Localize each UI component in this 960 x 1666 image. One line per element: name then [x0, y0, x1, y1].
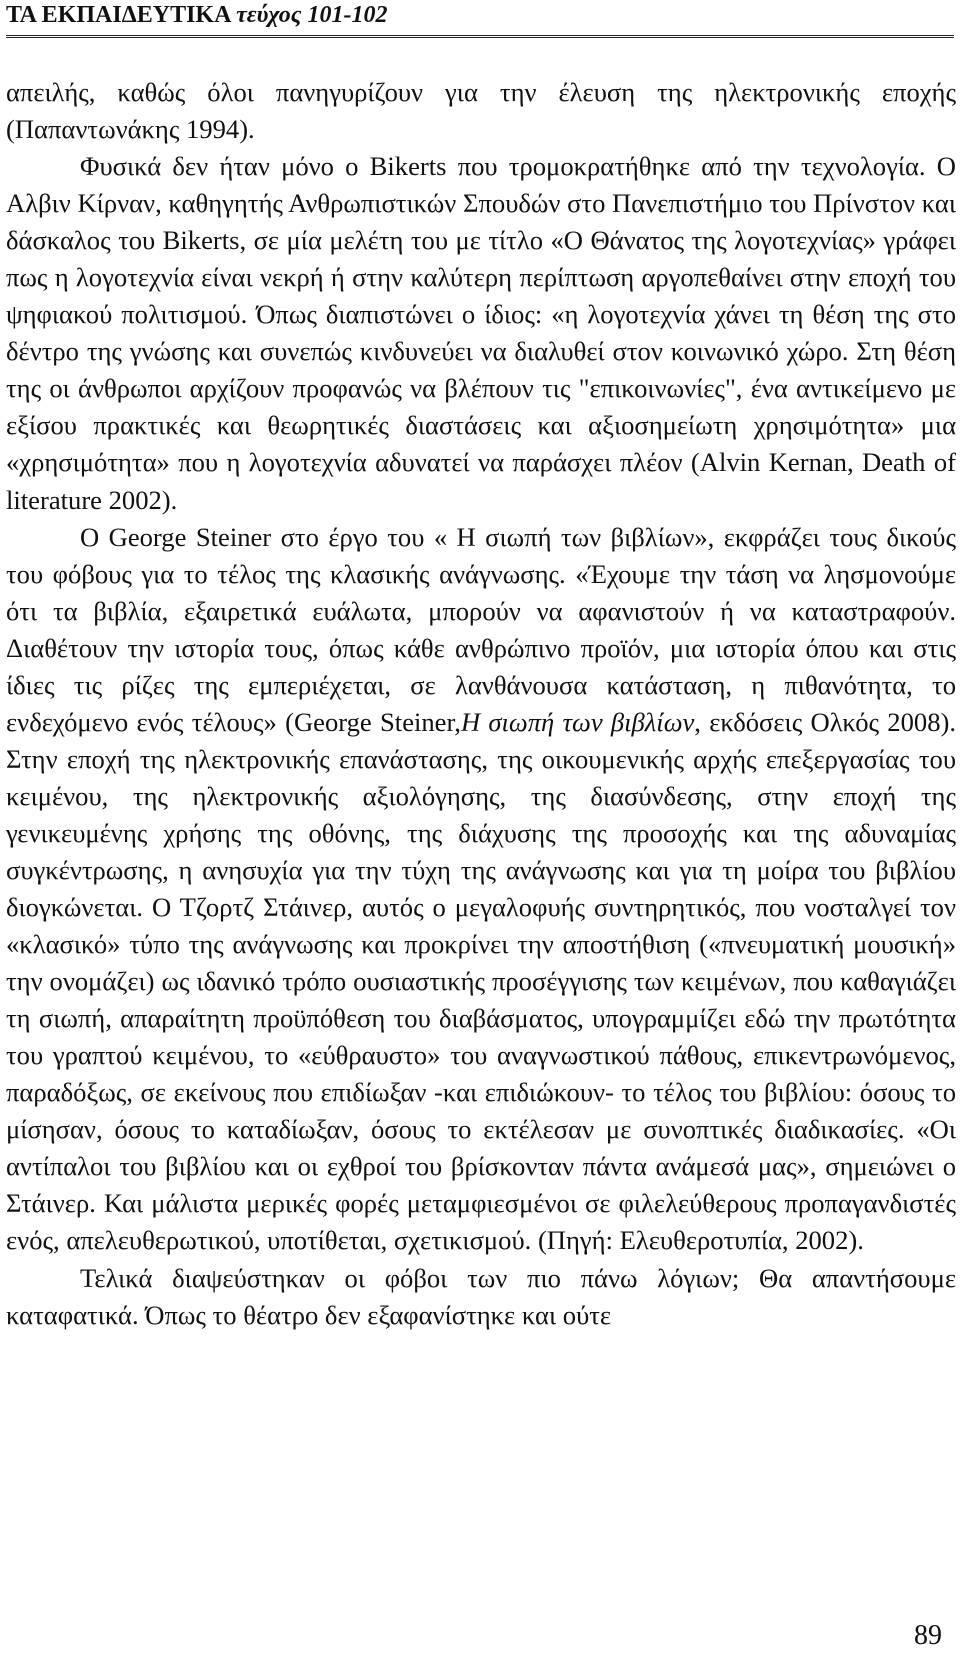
paragraph-1: απειλής, καθώς όλοι πανηγυρίζουν για την έλευση της ηλεκτρονικής εποχής (Παπαντωνάκης 1994). — [6, 77, 956, 145]
journal-title: ΤΑ ΕΚΠΑΙΔΕΥΤΙΚΑ — [6, 2, 231, 28]
issue-number: τεύχος 101-102 — [236, 2, 388, 28]
running-head — [6, 0, 387, 30]
book-title-italic: Η σιωπή των βιβλίων — [460, 706, 695, 737]
paragraph-2: Φυσικά δεν ήταν μόνο ο Bikerts που τρομοκρατήθηκε από την τεχνολογία. Ο Αλβιν Κίρναν, καθηγητής Ανθρωπιστικών Σπουδών στο Πανεπιστήμιο του Πρίνστον και δάσκαλος του Bikerts, σε μία μελέτη του με τίτλο «Ο Θάνατος της λογοτεχνίας» γράφει πως η λογοτεχνία είναι νεκρή ή στην καλύτερη περίπτωση αργοπεθαίνει στην εποχή του ψηφιακού πολιτισμού. Όπως διαπιστώνει ο ίδιος: «η λογοτεχνία χάνει τη θέση της στο δέντρο της γνώσης και συνεπώς κινδυνεύει να διαλυθεί στον κοινωνικό χώρο. Στη θέση της οι άνθρωποι αρχίζουν προφανώς να βλέπουν τις "επικοινωνίες", ένα αντικείμενο με εξίσου πρακτικές και θεωρητικές διαστάσεις και αξιοσημείωτη χρησιμότητα» μια «χρησιμότητα» που η λογοτεχνία αδυνατεί να παράσχει πλέον (Alvin Kernan, Death of literature 2002). — [6, 151, 956, 515]
paragraph-4: Τελικά διαψεύστηκαν οι φόβοι των πιο πάνω λόγιων; Θα απαντήσουμε καταφατικά. Όπως το θέατρο δεν εξαφανίστηκε και ούτε — [6, 1262, 956, 1330]
paragraph-3-text-a: Ο George Steiner στο έργο του « Η σιωπή των βιβλίων», εκφράζει τους δικούς του φόβους για το τέλος της κλασικής ανάγνωσης. «Έχουμε την τάση να λησμονούμε ότι τα βιβλία, εξαιρετικά ευάλωτα, μπορούν να αφανιστούν ή να καταστραφούν. Διαθέτουν την ιστορία τους, όπως κάθε ανθρώπινο προϊόν, μια ιστορία όπου και στις ίδιες τις ρίζες της εμπεριέχεται, σε λανθάνουσα κατάσταση, η πιθανότητα, το ενδεχόμενο ενός τέλους» (George Steiner, — [6, 521, 956, 737]
paragraph-3 — [6, 519, 956, 1260]
header-rule — [6, 35, 954, 38]
article-body — [6, 74, 956, 1334]
paragraph-3-text-b: , εκδόσεις Ολκός 2008). Στην εποχή της ηλεκτρονικής επανάστασης, της οικουμενικής αρχής επεξεργασίας του κειμένου, της ηλεκτρονικής αξιολόγησης, της διασύνδεσης, στην εποχή της γενικευμένης χρήσης της οθόνης, της διάχυσης της προσοχής και της αδυναμίας συγκέντρωσης, η ανησυχία για την τύχη της ανάγνωσης και για τη μοίρα του βιβλίου διογκώνεται. Ο Τζορτζ Στάινερ, αυτός ο μεγαλοφυής συντηρητικός, που νοσταλγεί τον «κλασικό» τύπο της ανάγνωσης και προκρίνει την αποστήθιση («πνευματική μουσική» την ονομάζει) ως ιδανικό τρόπο ουσιαστικής προσέγγισης των κειμένων, που καθαγιάζει τη σιωπή, απαραίτητη προϋπόθεση του διαβάσματος, υπογραμμίζει εδώ την πρωτότητα του γραπτού κειμένου, το «εύθραυστο» του αναγνωστικού πάθους, επικεντρωνόμενος, παραδόξως, σε εκείνους που επιδίωξαν -και επιδιώκουν- το τέλος του βιβλίου: όσους το μίσησαν, όσους το καταδίωξαν, όσους το εκτέλεσαν με συνοπτικές διαδικασίες. «Οι αντίπαλοι του βιβλίου και οι εχθροί του βρίσκονταν πάντα ανάμεσά μας», σημειώνει ο Στάινερ. Και μάλιστα μερικές φορές μεταμφιεσμένοι σε φιλελεύθερους προπαγανδιστές ενός, απελευθερωτικού, υποτίθεται, σχετικισμού. (Πηγή: Ελευθεροτυπία, 2002). — [6, 706, 957, 1256]
page-number: 89 — [914, 1620, 942, 1651]
